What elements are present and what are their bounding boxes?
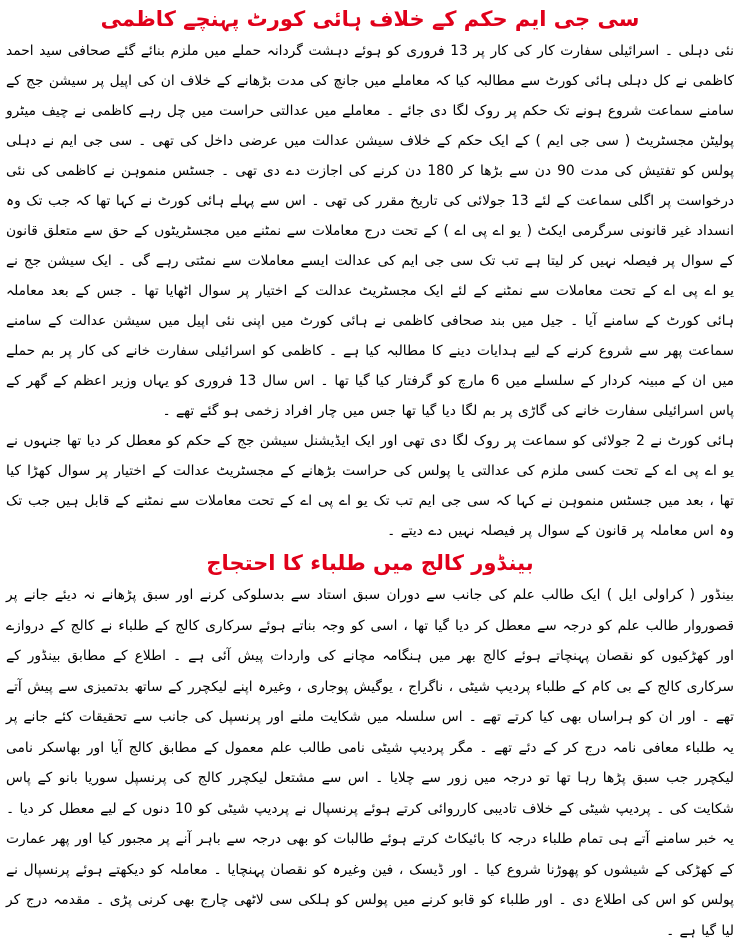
article-paragraph: نئی دہلی ۔ اسرائیلی سفارت کار کی کار پر 13 فروری کو ہوئے دہشت گردانہ حملے میں ملزم بنائے گئے صحافی سید احمد کاظمی نے کل دہلی ہائی کورٹ سے مطالبہ کیا کہ معاملے میں جانچ کی مدت بڑھانے کے خلاف ان کی اپیل پر سیشن جج کے سامنے سماعت شروع ہونے تک حکم پر روک لگا دی جائے ۔ معاملے میں عدالتی حراست میں چل رہے کاظمی نے چیف میٹرو پولیٹن مجسٹریٹ ( سی جی ایم ) کے ایک حکم کے خلاف سیشن عدالت میں عرضی داخل کی تھی ۔ سی جی ایم نے دہلی پولس کو تفتیش کی مدت 90 دن سے بڑھا کر 180 دن کرنے کی اجازت دے دی تھی ۔ جسٹس منموہن نے کاظمی کی نئی درخواست پر اگلی سماعت کے لئے 13 جولائی کی تاریخ مقرر کی تھی ۔ اس سے پہلے ہائی کورٹ نے کہا تھا کہ جب تک وہ انسداد غیر قانونی سرگرمی ایکٹ ( یو اے پی اے ) کے تحت درج معاملات سے نمٹنے میں مجسٹریٹوں کے حق سے متعلق قانون کے سوال پر فیصلہ نہیں کر لیتا ہے تب تک سی جی ایم کی عدالت ایسے معاملات سے نمٹتی رہے گی ۔ ایک سیشن جج نے یو اے پی اے کے تحت معاملات سے نمٹنے کے لئے ایک مجسٹریٹ عدالت کے اختیار پر سوال اٹھایا تھا ۔ جس کے بعد معاملہ ہائی کورٹ کے سامنے آیا ۔ جیل میں بند صحافی کاظمی نے ہائی کورٹ میں اپنی نئی اپیل میں سیشن عدالت کے سامنے سماعت پھر سے شروع کرنے کے لیے ہدایات دینے کا مطالبہ کیا ہے ۔ کاظمی کو اسرائیلی سفارت خانے کی کار پر بم حملے میں ان کے مبینہ کردار کے سلسلے میں 6 مارچ کو گرفتار کیا گیا تھا ۔ اس سال 13 فروری کو یہاں وزیر اعظم کے گھر کے پاس اسرائیلی سفارت خانے کی گاڑی پر بم لگا دیا گیا تھا جس میں چار افراد زخمی ہو گئے تھے ۔ [6,43,734,419]
article-paragraph: ہائی کورٹ نے 2 جولائی کو سماعت پر روک لگا دی تھی اور ایک ایڈیشنل سیشن جج کے حکم کو معطل کر دیا تھا جنہوں نے یو اے پی اے کے تحت کسی ملزم کی عدالتی یا پولس کی حراست بڑھانے کے مجسٹریٹ عدالت کے اختیار پر سوال کھڑا کیا تھا ، بعد میں جسٹس منموہن نے کہا کہ سی جی ایم تب تک یو اے پی اے کے تحت معاملات سے نمٹنے کے قابل ہیں جب تک وہ اس معاملہ پر قانون کے سوال پر فیصلہ نہیں دے دیتے ۔ [6,433,734,539]
article-kazmi [6,2,734,546]
article-paragraph: بینڈور ( کراولی ایل ) ایک طالب علم کی جانب سے دوران سبق استاد سے بدسلوکی کرنے اور سبق پڑھانے نہ دیئے جانے پر قصوروار طالب علم کو درجہ سے معطل کر دیا گیا تھا ، اسی کو وجہ بناتے ہوئے سرکاری کالج کے طلباء نے کالج کے دروازے اور کھڑکیوں کو نقصان پہنچاتے ہوئے کالج بھر میں ہنگامہ مچانے کی واردات پیش آئی ہے ۔ اطلاع کے مطابق بینڈور کے سرکاری کالج کے بی کام کے طلباء پردیپ شیٹی ، ناگراج ، یوگیش پوجاری ، وغیرہ اپنے لیکچرر کے ساتھ بدتمیزی سے پیش آتے تھے ۔ اور ان کو ہراساں بھی کیا کرتے تھے ۔ اس سلسلہ میں شکایت ملنے اور پرنسپل کی جانب سے تحقیقات کئے جانے پر یہ طلباء معافی نامہ درج کر کے دئے تھے ۔ مگر پردیپ شیٹی نامی طالب علم معمول کے مطابق کالج آیا اور بھاسکر نامی لیکچرر جب سبق پڑھا رہا تھا تو درجہ میں زور سے چلایا ۔ اس سے مشتعل لیکچرر کالج کی پرنسپل سوریا بانو کے پاس شکایت کی ۔ پردیپ شیٹی کے خلاف تادیبی کارروائی کرتے ہوئے پرنسپال نے پردیپ شیٹی کو 10 دنوں کے لیے معطل کر دیا ۔ یہ خبر سامنے آتے ہی تمام طلباء درجہ کا بائیکاٹ کرتے ہوئے طالبات کو بھی درجہ سے باہر آنے پر مجبور کیا اور پھر عمارت کے کھڑکی کے شیشوں کو پھوڑنا شروع کیا ۔ اور ڈیسک ، فین وغیرہ کو نقصان پہنچایا ۔ معاملہ کو دیکھتے ہوئے پرنسپال نے پولس کو اس کی اطلاع دی ۔ اور طلباء کو قابو کرنے میں پولس کو ہلکی سی لاٹھی چارج بھی کرنی پڑی ۔ مقدمہ درج کر لیا گیا ہے ۔ [6,587,734,939]
article-headline: سی جی ایم حکم کے خلاف ہائی کورٹ پہنچے کاظمی [100,7,640,31]
article-bendoor-college [6,546,734,946]
article-headline: بینڈور کالج میں طلباء کا احتجاج [206,551,534,575]
